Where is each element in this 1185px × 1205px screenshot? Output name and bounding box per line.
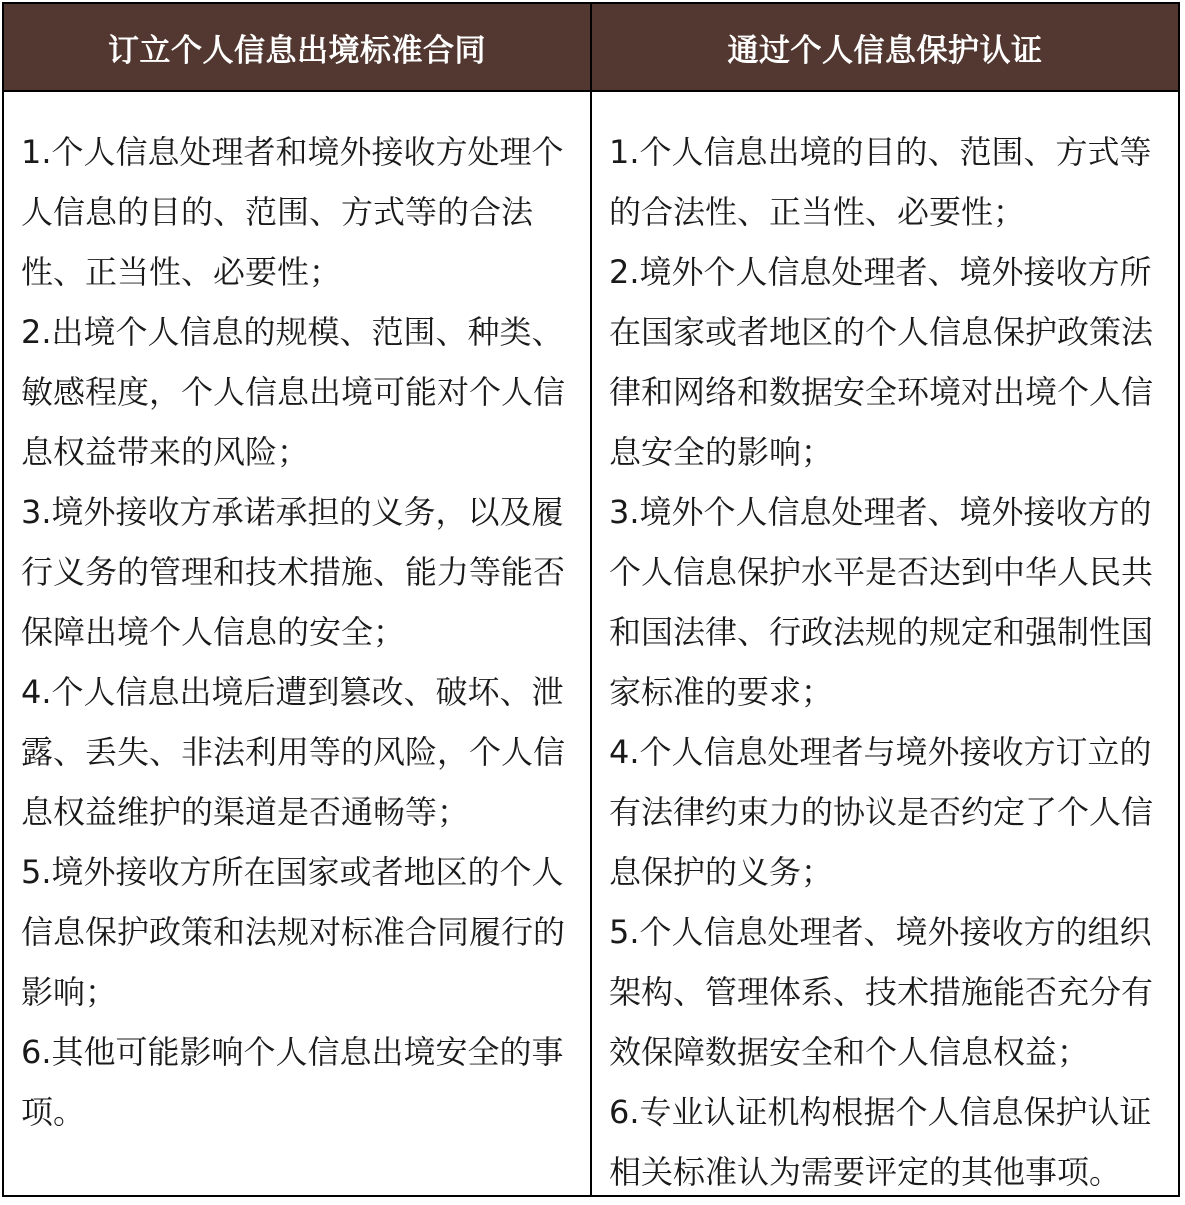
- comparison-table: [2, 2, 1180, 1197]
- list-item: 4.个人信息处理者与境外接收方订立的有法律约束力的协议是否约定了个人信息保护的义务；: [609, 733, 1154, 891]
- list-item: 3.境外接收方承诺承担的义务，以及履行义务的管理和技术措施、能力等能否保障出境个人信息的安全；: [21, 493, 566, 651]
- certification-column: [592, 92, 1178, 1195]
- header-certification: 通过个人信息保护认证: [592, 4, 1178, 92]
- list-item: 3.境外个人信息处理者、境外接收方的个人信息保护水平是否达到中华人民共和国法律、行政法规的规定和强制性国家标准的要求；: [609, 493, 1154, 711]
- list-item: 5.境外接收方所在国家或者地区的个人信息保护政策和法规对标准合同履行的影响；: [21, 853, 566, 1011]
- list-item: 2.出境个人信息的规模、范围、种类、敏感程度，个人信息出境可能对个人信息权益带来的风险；: [21, 313, 566, 471]
- list-item: 1.个人信息出境的目的、范围、方式等的合法性、正当性、必要性；: [609, 133, 1152, 231]
- list-item: 2.境外个人信息处理者、境外接收方所在国家或者地区的个人信息保护政策法律和网络和数据安全环境对出境个人信息安全的影响；: [609, 253, 1154, 471]
- list-item: 6.专业认证机构根据个人信息保护认证相关标准认为需要评定的其他事项。: [609, 1093, 1152, 1191]
- list-item: 5.个人信息处理者、境外接收方的组织架构、管理体系、技术措施能否充分有效保障数据安全和个人信息权益；: [609, 913, 1154, 1071]
- list-item: 4.个人信息出境后遭到篡改、破坏、泄露、丢失、非法利用等的风险，个人信息权益维护的渠道是否通畅等；: [21, 673, 566, 831]
- list-item: 1.个人信息处理者和境外接收方处理个人信息的目的、范围、方式等的合法性、正当性、必要性；: [21, 133, 564, 291]
- header-standard-contract: 订立个人信息出境标准合同: [4, 4, 592, 92]
- standard-contract-column: [4, 92, 592, 1195]
- list-item: 6.其他可能影响个人信息出境安全的事项。: [21, 1033, 564, 1131]
